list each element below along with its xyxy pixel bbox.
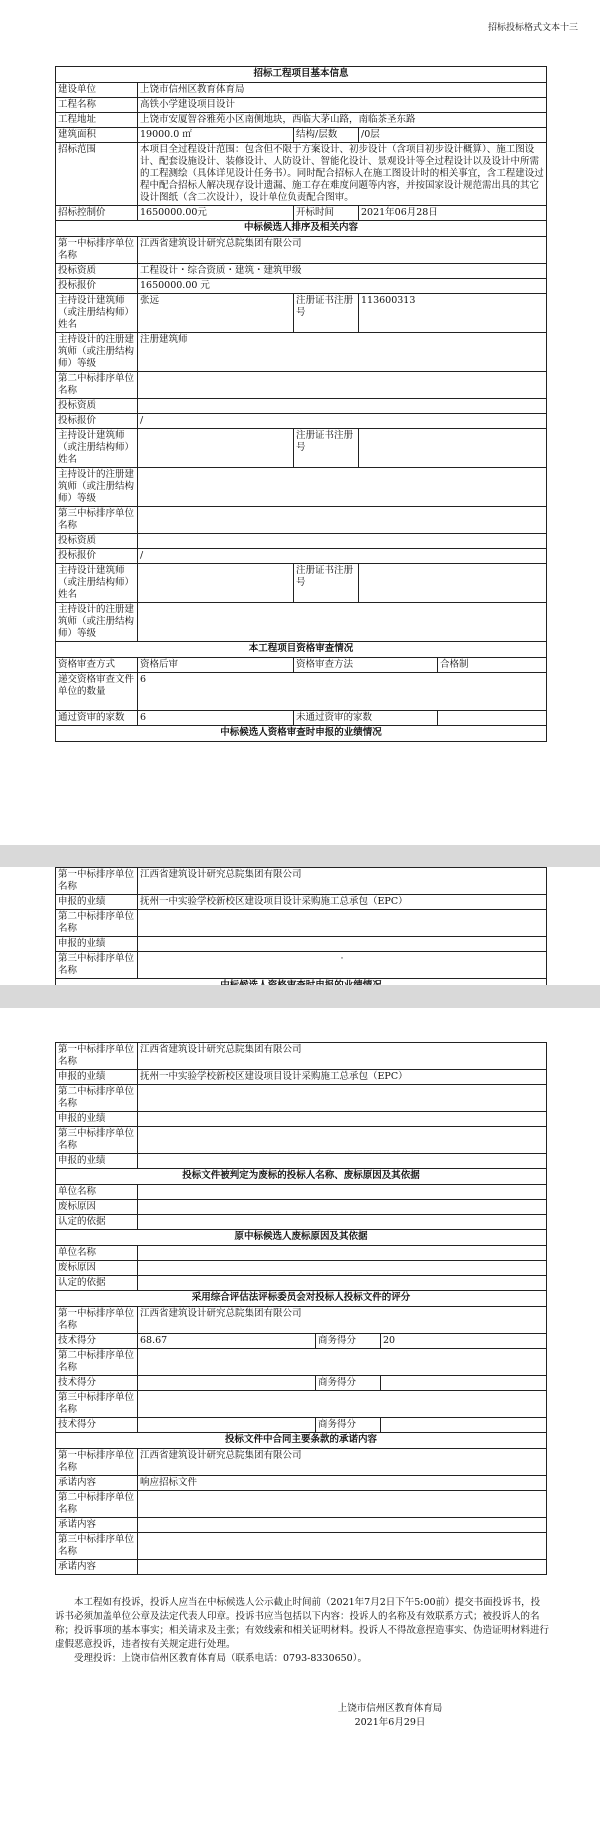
label-third-qualification: 投标资质: [56, 534, 138, 549]
value-p3-perf-second-work: [138, 1112, 547, 1127]
value-orig-basis: [138, 1276, 547, 1291]
label-p3-perf-third-work: 申报的业绩: [56, 1154, 138, 1169]
label-score-first-tech: 技术得分: [56, 1334, 138, 1349]
page-separator-2: [0, 985, 600, 1008]
label-area: 建筑面积: [56, 128, 138, 143]
label-open-date: 开标时间: [294, 206, 359, 221]
complaint-contact: 受理投诉：上饶市信州区教育体育局（联系电话：0793-8330650）。: [74, 1653, 367, 1664]
value-second-designer: [138, 429, 294, 468]
label-commit-second: 第二中标排序单位名称: [56, 1491, 138, 1518]
value-rejected-basis: [138, 1215, 547, 1230]
label-score-third-tech: 技术得分: [56, 1418, 138, 1433]
label-first-price: 投标报价: [56, 279, 138, 294]
value-commit-second-content: [138, 1518, 547, 1533]
value-score-third-biz: [381, 1418, 547, 1433]
value-third-qualification: [138, 534, 547, 549]
label-commit-third-content: 承诺内容: [56, 1560, 138, 1575]
document-format-label: 招标投标格式文本十三: [487, 23, 578, 33]
value-score-first-tech: 68.67: [138, 1334, 316, 1349]
page-2: [0, 867, 600, 985]
results-table: [55, 1042, 547, 1575]
section-title-candidates: 中标候选人排序及相关内容: [56, 221, 547, 237]
value-perf-third: ·: [138, 952, 547, 979]
label-builder: 建设单位: [56, 83, 138, 98]
label-review-method: 资格审查方式: [56, 658, 138, 673]
label-commit-first-content: 承诺内容: [56, 1476, 138, 1491]
value-failed-count: [438, 711, 547, 726]
label-perf-first-work: 申报的业绩: [56, 895, 138, 910]
label-score-second-tech: 技术得分: [56, 1376, 138, 1391]
label-submitted-count: 递交资格审查文件单位的数量: [56, 673, 138, 711]
value-first-price: 1650000.00 元: [138, 279, 547, 294]
label-commit-first: 第一中标排序单位名称: [56, 1449, 138, 1476]
value-builder: 上饶市信州区教育体育局: [138, 83, 547, 98]
value-perf-first: 江西省建筑设计研究总院集团有限公司: [138, 868, 547, 895]
value-orig-unit: [138, 1246, 547, 1261]
section-title-performance-1: 中标候选人资格审查时申报的业绩情况: [56, 726, 547, 742]
complaint-paragraph: 本工程如有投诉，投诉人应当在中标候选人公示截止时间前（2021年7月2日下午5:00前）提交书面投诉书，投诉书必须加盖单位公章及法定代表人印章。投诉书应当包括以下内容：投诉人的名称及有效联系方式；被投诉人的名称；投诉事项的基本事实；相关请求及主张；有效线索和相关证明材料。投诉人不得故意捏造事实、伪造证明材料进行虚假恶意投诉，违者按有关规定进行处理。: [55, 1597, 550, 1650]
value-p3-perf-first: 江西省建筑设计研究总院集团有限公司: [138, 1043, 547, 1070]
label-score-second-biz: 商务得分: [316, 1376, 381, 1391]
label-commit-second-content: 承诺内容: [56, 1518, 138, 1533]
label-second-designer: 主持设计建筑师（或注册结构师）姓名: [56, 429, 138, 468]
value-rejected-unit: [138, 1185, 547, 1200]
page-separator-1: [0, 845, 600, 867]
value-scope: 本项目全过程设计范围：包含但不限于方案设计、初步设计（含项目初步设计概算）、施工图设计、配套设施设计、装修设计、人防设计、智能化设计、景观设计等全过程设计以及设计中所需的工程测绘（具体详见设计任务书）。同时配合招标人在施工图设计时的相关事宜，含工程建设过程中配合招标人解决现存设计遗漏、施工存在难度问题等内容，并按国家设计规范需出具的其它设计图纸（含二次设计），设计单位负责配合图审。: [138, 143, 547, 206]
value-second-level: [138, 468, 547, 507]
signed-date: 2021年6月29日: [354, 1717, 426, 1728]
value-third-level: [138, 603, 547, 642]
section-title-commitments: 投标文件中合同主要条款的承诺内容: [56, 1433, 547, 1449]
label-first-designer: 主持设计建筑师（或注册结构师）姓名: [56, 294, 138, 333]
performance-table-1: [55, 867, 547, 995]
label-review-way: 资格审查方法: [294, 658, 438, 673]
label-perf-first: 第一中标排序单位名称: [56, 868, 138, 895]
label-rejected-basis: 认定的依据: [56, 1215, 138, 1230]
label-p3-perf-third: 第三中标排序单位名称: [56, 1127, 138, 1154]
signature-block: [300, 1702, 480, 1730]
value-second-candidate: [138, 372, 547, 399]
label-third-designer: 主持设计建筑师（或注册结构师）姓名: [56, 564, 138, 603]
label-orig-basis: 认定的依据: [56, 1276, 138, 1291]
value-score-third: [138, 1391, 547, 1418]
label-rejected-unit: 单位名称: [56, 1185, 138, 1200]
label-orig-reason: 废标原因: [56, 1261, 138, 1276]
label-first-candidate: 第一中标排序单位名称: [56, 237, 138, 264]
value-open-date: 2021年06月28日: [359, 206, 547, 221]
value-p3-perf-first-work: 抚州一中实验学校新校区建设项目设计采购施工总承包（EPC）: [138, 1070, 547, 1085]
label-control-price: 招标控制价: [56, 206, 138, 221]
label-address: 工程地址: [56, 113, 138, 128]
value-first-cert: 113600313: [359, 294, 547, 333]
value-score-second-tech: [138, 1376, 316, 1391]
label-perf-second: 第二中标排序单位名称: [56, 910, 138, 937]
value-score-second: [138, 1349, 547, 1376]
value-commit-second: [138, 1491, 547, 1518]
section-title-project: 招标工程项目基本信息: [56, 67, 547, 83]
value-commit-third-content: [138, 1560, 547, 1575]
label-second-cert: 注册证书注册号: [294, 429, 359, 468]
label-rejected-reason: 废标原因: [56, 1200, 138, 1215]
value-commit-first-content: 响应招标文件: [138, 1476, 547, 1491]
page-1: [0, 0, 600, 845]
value-p3-perf-third: [138, 1127, 547, 1154]
label-project-name: 工程名称: [56, 98, 138, 113]
value-p3-perf-third-work: [138, 1154, 547, 1169]
value-commit-third: [138, 1533, 547, 1560]
value-second-cert: [359, 429, 547, 468]
label-p3-perf-second-work: 申报的业绩: [56, 1112, 138, 1127]
value-first-qualification: 工程设计・综合资质・建筑・建筑甲级: [138, 264, 547, 279]
value-first-candidate: 江西省建筑设计研究总院集团有限公司: [138, 237, 547, 264]
label-floors: 结构/层数: [294, 128, 359, 143]
value-score-second-biz: [381, 1376, 547, 1391]
label-second-qualification: 投标资质: [56, 399, 138, 414]
label-p3-perf-first-work: 申报的业绩: [56, 1070, 138, 1085]
label-second-price: 投标报价: [56, 414, 138, 429]
value-third-cert: [359, 564, 547, 603]
label-score-second: 第二中标排序单位名称: [56, 1349, 138, 1376]
section-title-scores: 采用综合评估法评标委员会对投标人投标文件的评分: [56, 1291, 547, 1307]
complaint-notice: [55, 1596, 549, 1666]
value-review-method: 资格后审: [138, 658, 294, 673]
label-passed-count: 通过资审的家数: [56, 711, 138, 726]
bid-info-table: [55, 66, 547, 742]
value-third-price: /: [138, 549, 547, 564]
value-commit-first: 江西省建筑设计研究总院集团有限公司: [138, 1449, 547, 1476]
value-score-first: 江西省建筑设计研究总院集团有限公司: [138, 1307, 547, 1334]
label-third-price: 投标报价: [56, 549, 138, 564]
value-perf-first-work: 抚州一中实验学校新校区建设项目设计采购施工总承包（EPC）: [138, 895, 547, 910]
label-p3-perf-second: 第二中标排序单位名称: [56, 1085, 138, 1112]
value-orig-reason: [138, 1261, 547, 1276]
label-score-first-biz: 商务得分: [316, 1334, 381, 1349]
value-second-price: /: [138, 414, 547, 429]
value-review-way: 合格制: [438, 658, 547, 673]
value-third-candidate: [138, 507, 547, 534]
label-first-cert: 注册证书注册号: [294, 294, 359, 333]
label-second-level: 主持设计的注册建筑师（或注册结构师）等级: [56, 468, 138, 507]
label-perf-second-work: 申报的业绩: [56, 937, 138, 952]
value-score-first-biz: 20: [381, 1334, 547, 1349]
label-commit-third: 第三中标排序单位名称: [56, 1533, 138, 1560]
value-project-name: 高铁小学建设项目设计: [138, 98, 547, 113]
label-p3-perf-first: 第一中标排序单位名称: [56, 1043, 138, 1070]
label-failed-count: 未通过资审的家数: [294, 711, 438, 726]
value-rejected-reason: [138, 1200, 547, 1215]
value-p3-perf-second: [138, 1085, 547, 1112]
value-submitted-count: 6: [138, 673, 547, 711]
value-control-price: 1650000.00元: [138, 206, 294, 221]
label-third-level: 主持设计的注册建筑师（或注册结构师）等级: [56, 603, 138, 642]
section-title-review: 本工程项目资格审查情况: [56, 642, 547, 658]
value-third-designer: [138, 564, 294, 603]
label-score-third-biz: 商务得分: [316, 1418, 381, 1433]
page-3: [0, 1008, 600, 1848]
label-scope: 招标范围: [56, 143, 138, 206]
label-second-candidate: 第二中标排序单位名称: [56, 372, 138, 399]
value-area: 19000.0 ㎡: [138, 128, 294, 143]
label-score-first: 第一中标排序单位名称: [56, 1307, 138, 1334]
value-perf-second-work: [138, 937, 547, 952]
label-orig-unit: 单位名称: [56, 1246, 138, 1261]
value-address: 上饶市安厦智谷雅苑小区南侧地块，西临大茅山路，南临茶圣东路: [138, 113, 547, 128]
value-score-third-tech: [138, 1418, 316, 1433]
value-first-designer: 张远: [138, 294, 294, 333]
section-title-original-rejected: 原中标候选人废标原因及其依据: [56, 1230, 547, 1246]
value-passed-count: 6: [138, 711, 294, 726]
label-third-candidate: 第三中标排序单位名称: [56, 507, 138, 534]
label-score-third: 第三中标排序单位名称: [56, 1391, 138, 1418]
value-perf-second: [138, 910, 547, 937]
section-title-rejected: 投标文件被判定为废标的投标人名称、废标原因及其依据: [56, 1169, 547, 1185]
value-first-level: 注册建筑师: [138, 333, 547, 372]
signer: 上饶市信州区教育体育局: [337, 1703, 443, 1714]
label-third-cert: 注册证书注册号: [294, 564, 359, 603]
label-first-level: 主持设计的注册建筑师（或注册结构师）等级: [56, 333, 138, 372]
value-floors: /0层: [359, 128, 547, 143]
label-first-qualification: 投标资质: [56, 264, 138, 279]
value-second-qualification: [138, 399, 547, 414]
label-perf-third: 第三中标排序单位名称: [56, 952, 138, 979]
